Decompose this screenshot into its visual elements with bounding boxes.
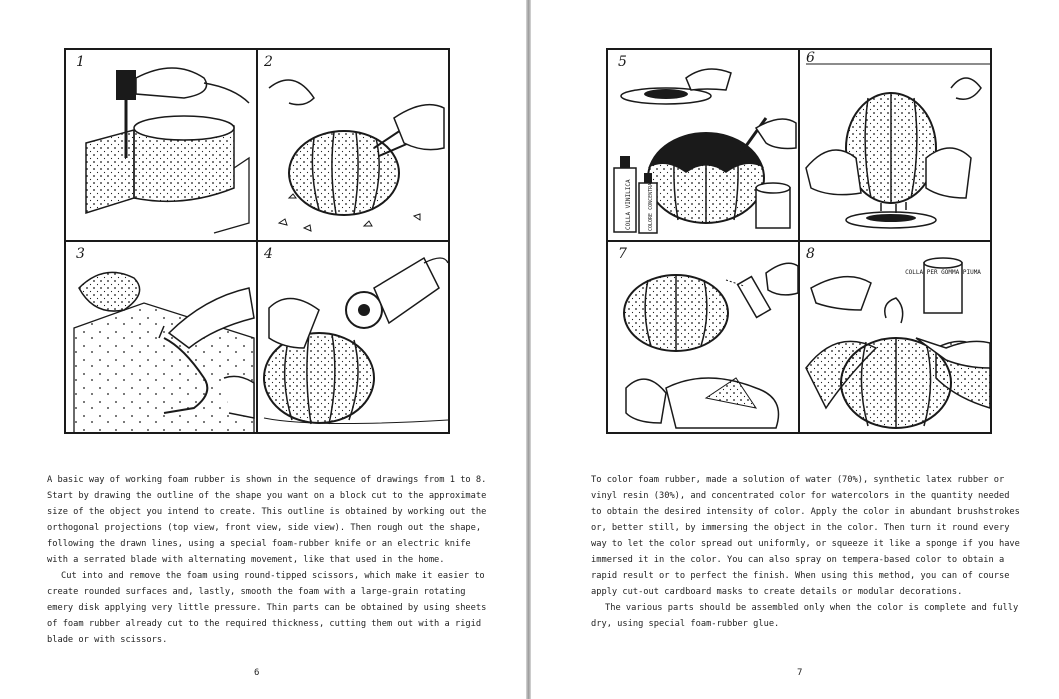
panel-number-3: 3: [76, 246, 85, 262]
panel-number-1: 1: [76, 54, 85, 70]
illustration-grid-1-4: [64, 48, 450, 434]
right-page-body-text: [591, 472, 1023, 632]
illustration-grid-5-8: [606, 48, 992, 434]
label-colla-per-gomma-piuma: COLLA PER GOMMA PIUMA: [905, 269, 981, 276]
panel-number-6: 6: [806, 50, 815, 66]
panel-number-7: 7: [618, 246, 627, 262]
right-page: [531, 0, 1059, 699]
paragraph-2: Cut into and remove the foam using round-tipped scissors, which make it easier to create rounded surfaces and, lastly, smooth the foam with a large-grain rotating emery disk applying very little pressure. Thin parts can be obtained by using sheets of foam rubber already cut to the required thickness, cutting them out with a rigid blade or with scissors.: [47, 571, 487, 645]
left-page: [0, 0, 528, 699]
left-page-body-text: [47, 472, 487, 648]
illustration-panels-5-8: [606, 48, 992, 434]
page-number-left: 6: [254, 668, 260, 678]
panel-number-5: 5: [618, 54, 627, 70]
illustration-panels-1-4: [64, 48, 450, 434]
paragraph-3: To color foam rubber, made a solution of water (70%), synthetic latex rubber or vinyl resin (30%), and concentrated color for watercolors in the quantity needed to obtain the desired intensity of color. Apply the color in abundant brushstrokes or, better still, by immersing the object in the color. Then turn it round every way to let the color spread out uniformly, or squeeze it like a sponge if you have immersed it in the color. You can also spray on tempera-based color to obtain a rapid result or to perfect the finish. When using this method, you can of course apply cut-out cardboard masks to create details or modular decorations.: [591, 475, 1020, 597]
page-number-right: 7: [797, 668, 803, 678]
label-colla-vinilica: COLLA VINILICA: [625, 179, 632, 230]
panel-number-8: 8: [806, 246, 815, 262]
paragraph-1: A basic way of working foam rubber is shown in the sequence of drawings from 1 to 8. Start by drawing the outline of the shape you want on a block cut to the approximate size of the object you intend to create. This outline is obtained by working out the orthogonal projections (top view, front view, side view). Then rough out the shape, following the drawn lines, using a special foam-rubber knife or an electric knife with a serrated blade with alternating movement, like that used in the home.: [47, 475, 487, 565]
paragraph-4: The various parts should be assembled only when the color is complete and fully dry, using special foam-rubber glue.: [591, 603, 1019, 629]
panel-number-4: 4: [264, 246, 273, 262]
label-colore-concentrato: COLORE CONCENTRATO: [648, 176, 654, 231]
panel-number-2: 2: [264, 54, 273, 70]
